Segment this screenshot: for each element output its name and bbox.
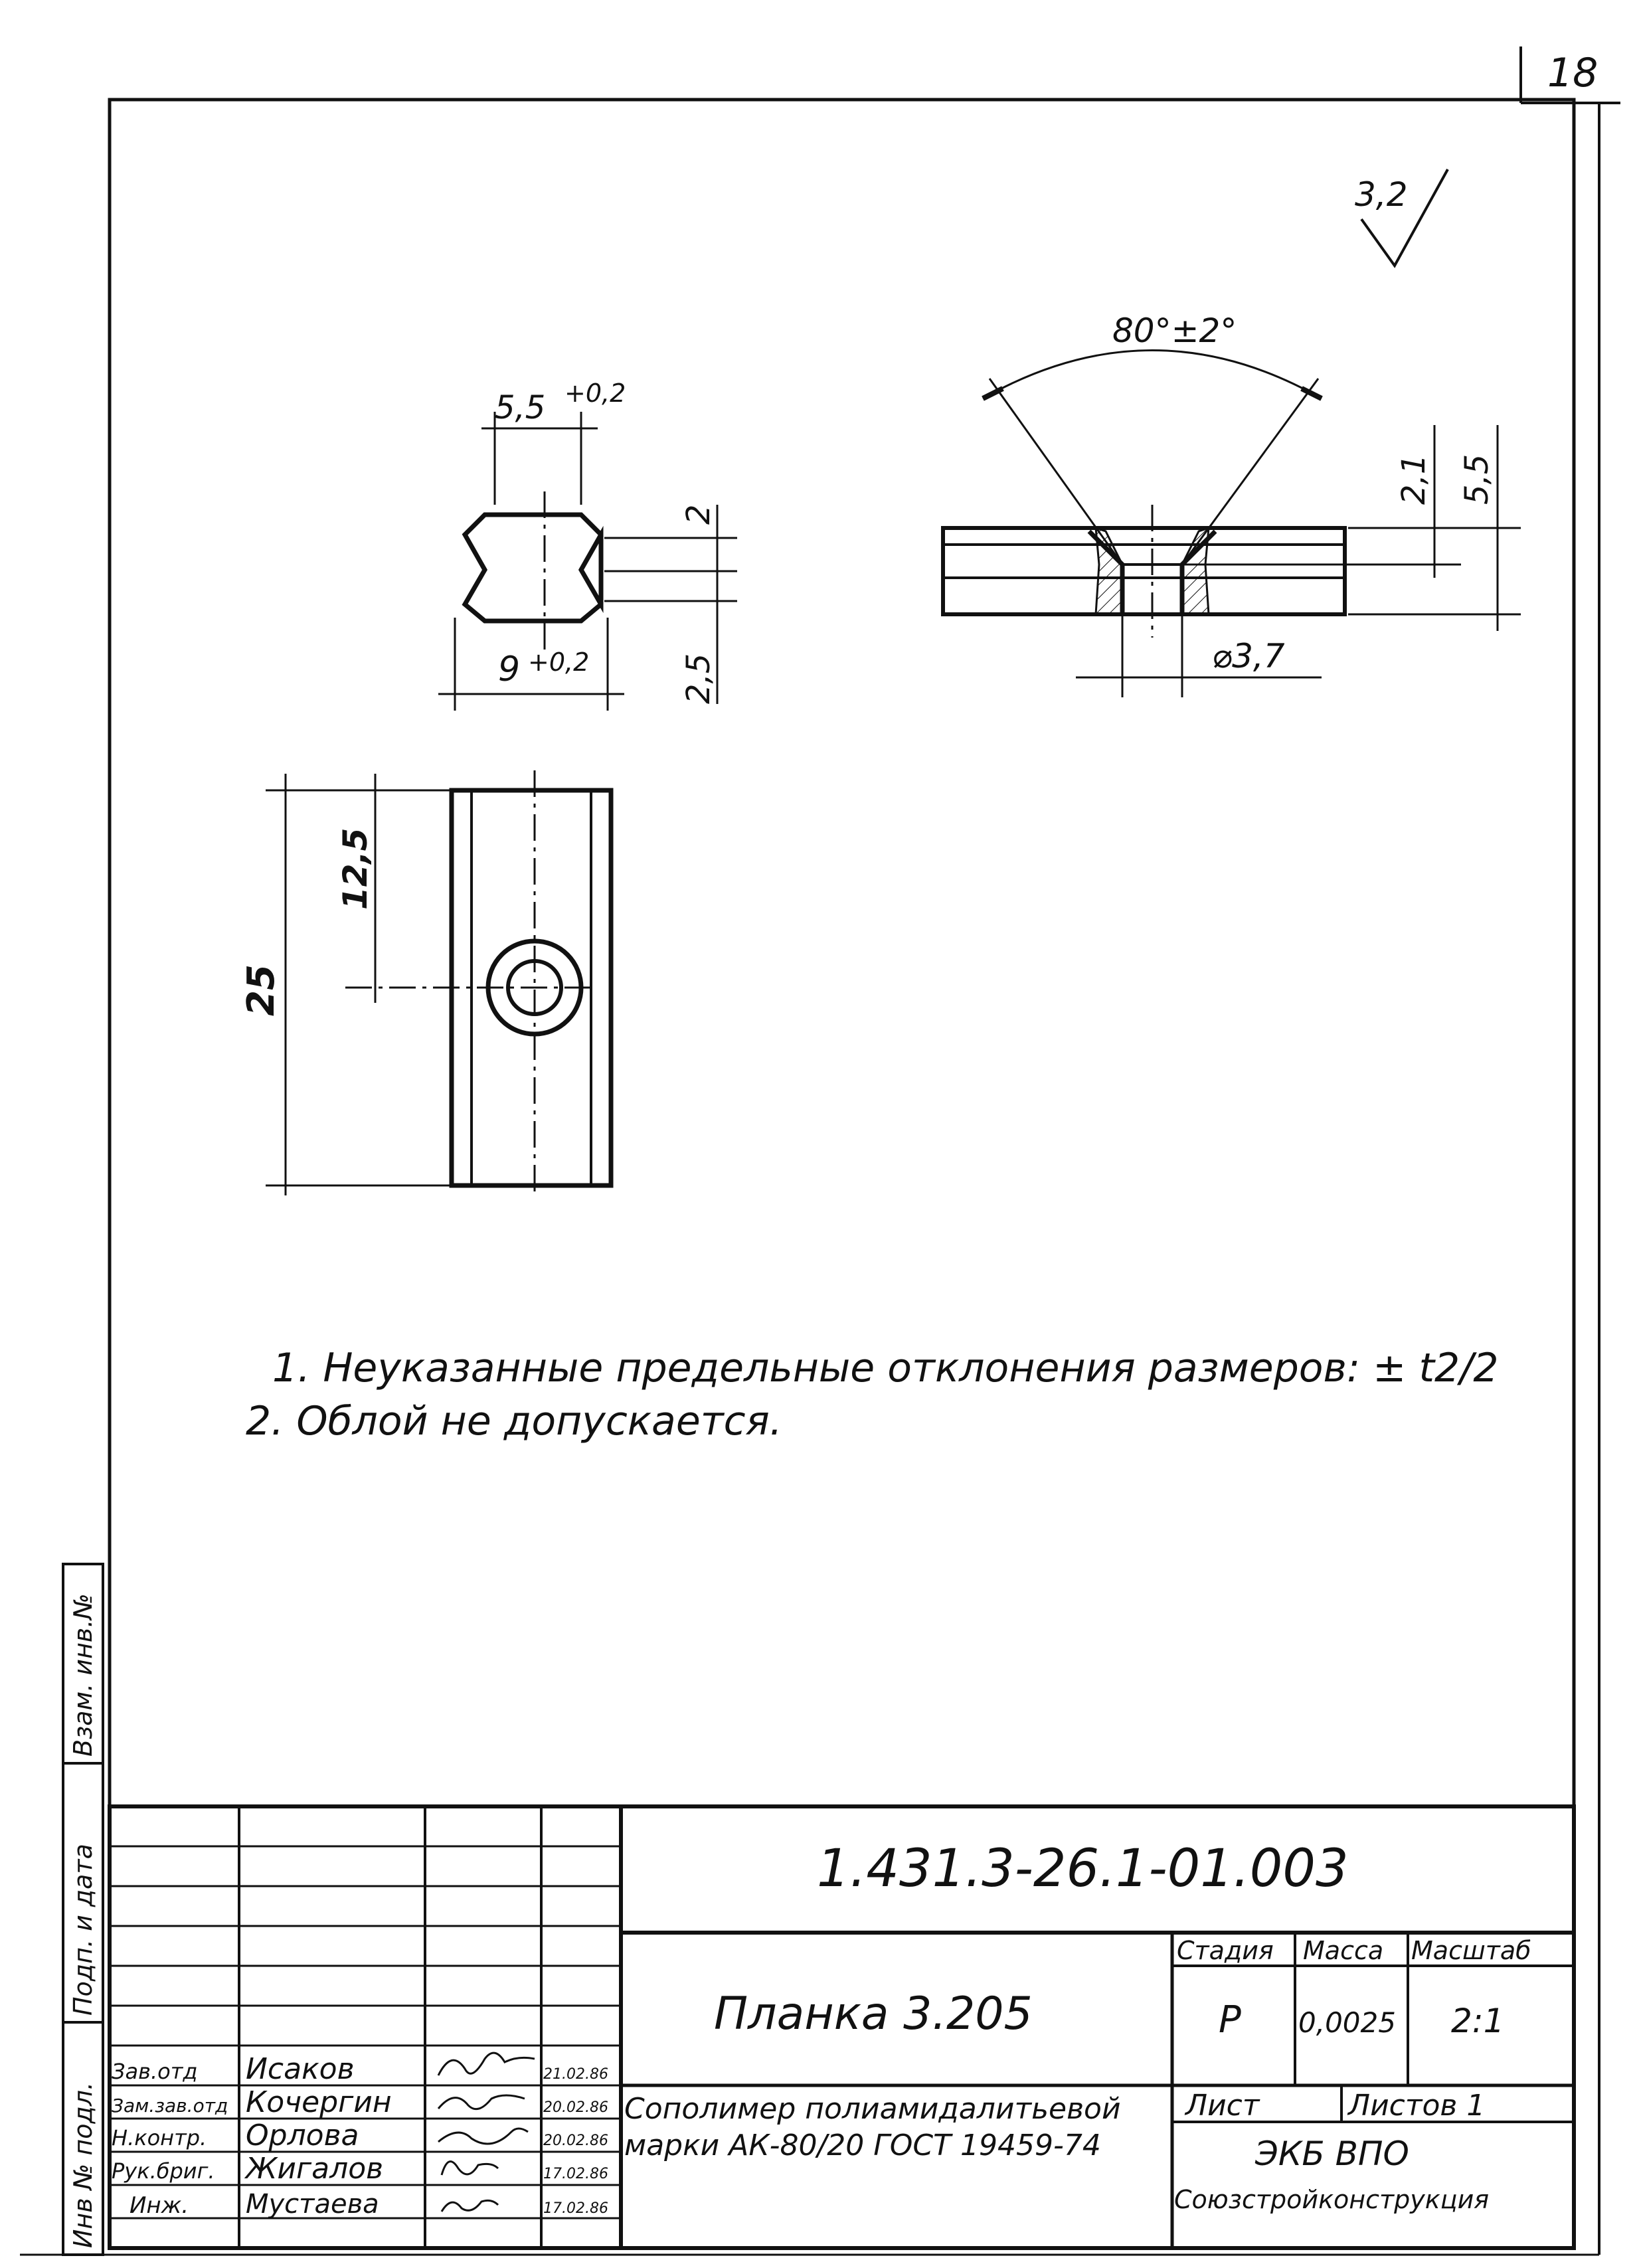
dim-angle: 80°±2° [1112, 311, 1237, 350]
sig-role: Инж. [129, 2192, 189, 2219]
sig-date: 21.02.86 [543, 2066, 608, 2083]
vzam-inv-label: Взам. инв.№ [68, 1593, 98, 1757]
sig-name: Кочергин [246, 2085, 392, 2119]
sig-name: Жигалов [246, 2152, 384, 2186]
roughness-symbol [1355, 169, 1448, 266]
note-2: 2. Облой не допускается. [246, 1398, 782, 1444]
dim-2-5: 2,5 [680, 653, 717, 704]
org-line-1: ЭКБ ВПО [1255, 2135, 1409, 2173]
dim-width-top: 5,5 [495, 389, 546, 426]
dim-12-5: 12,5 [336, 828, 375, 910]
sheet-label: Лист [1185, 2089, 1260, 2123]
sig-name: Мустаева [246, 2189, 379, 2220]
stage-value: Р [1219, 1998, 1241, 2042]
dim-width-top-tol: +0,2 [564, 379, 626, 408]
sig-date: 20.02.86 [543, 2099, 608, 2116]
side-stamp [63, 1564, 103, 2255]
note-1: 1. Неуказанные предельные отклонения размеров: ± t2/2 [272, 1345, 1499, 1391]
sig-date: 17.02.86 [543, 2166, 608, 2182]
podp-data-label: Подп. и дата [68, 1844, 98, 2016]
sig-role: Зам.зав.отд [112, 2095, 228, 2117]
dim-2: 2 [680, 504, 717, 525]
scale-value: 2:1 [1451, 2002, 1505, 2040]
mass-value: 0,0025 [1298, 2006, 1396, 2039]
dim-5-5: 5,5 [1458, 454, 1496, 505]
dim-width-bottom-tol: +0,2 [528, 648, 590, 677]
dim-width-bottom: 9 [498, 650, 521, 689]
doc-code: 1.431.3-26.1-01.003 [817, 1839, 1349, 1899]
sig-name: Орлова [246, 2119, 359, 2152]
plan-view [266, 770, 611, 1195]
stage-label: Стадия [1177, 1936, 1274, 1965]
handwritten-signatures [438, 2053, 535, 2212]
org-line-2: Союзстройконструкция [1174, 2185, 1490, 2214]
sig-role: Рук.бриг. [112, 2158, 215, 2184]
sig-date: 17.02.86 [543, 2200, 608, 2217]
dim-hole: ⌀3,7 [1212, 637, 1285, 675]
material-line-1: Сополимер полиамидалитьевой [624, 2092, 1121, 2126]
sheet-number: 18 [1547, 50, 1598, 96]
svg-text:3,2: 3,2 [1355, 175, 1408, 214]
scale-label: Масштаб [1411, 1936, 1531, 1965]
inv-podl-label: Инв № подл. [68, 2081, 98, 2248]
sig-role: Зав.отд [112, 2059, 198, 2084]
signature-rows [112, 2052, 608, 2220]
sig-name: Исаков [246, 2052, 355, 2086]
sheets-label: Листов 1 [1348, 2089, 1486, 2123]
sig-date: 20.02.86 [543, 2133, 608, 2149]
dim-2-1: 2,1 [1395, 454, 1432, 505]
part-name: Планка 3.205 [714, 1988, 1033, 2040]
material-line-2: марки АК-80/20 ГОСТ 19459-74 [624, 2129, 1101, 2162]
dim-25: 25 [240, 964, 283, 1016]
mass-label: Масса [1303, 1936, 1384, 1965]
sig-role: Н.контр. [112, 2125, 207, 2150]
